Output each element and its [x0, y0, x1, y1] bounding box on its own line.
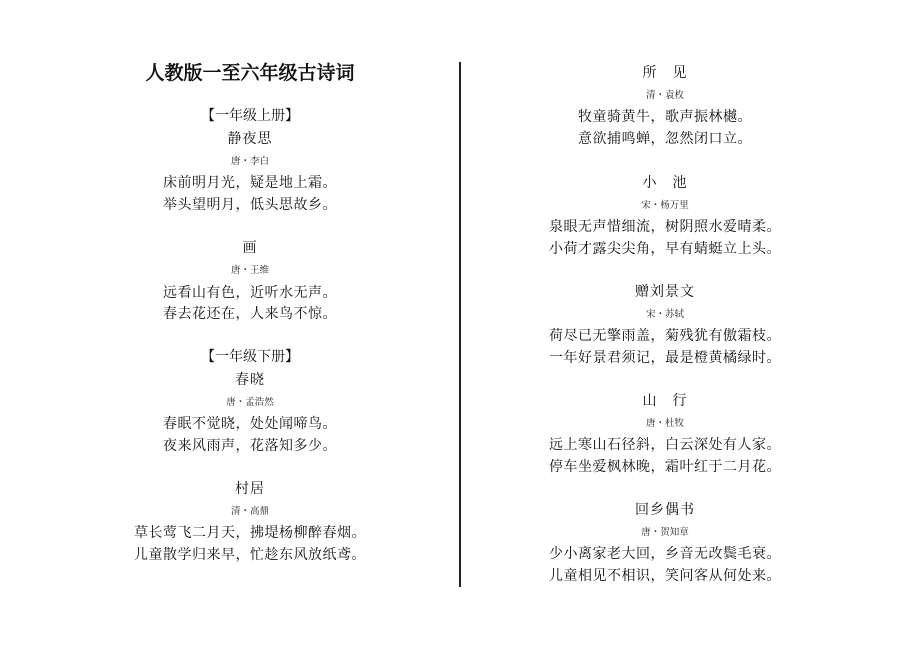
poem-title: 画	[242, 240, 258, 256]
poem-line: 荷尽已无擎雨盖，菊残犹有傲霜枝。	[549, 328, 781, 344]
poem-title: 所 见	[642, 65, 688, 81]
poem-line: 远看山有色，近听水无声。	[163, 285, 337, 301]
poem-line: 春去花还在，人来鸟不惊。	[163, 306, 337, 322]
poem-line: 一年好景君须记，最是橙黄橘绿时。	[549, 350, 781, 366]
section-heading: 【一年级上册】	[201, 108, 299, 124]
poem-line: 少小离家老大回，乡音无改鬓毛衰。	[549, 546, 781, 562]
poem-line: 远上寒山石径斜，白云深处有人家。	[549, 437, 781, 453]
poem-title: 赠刘景文	[635, 284, 695, 300]
poem-title: 回乡偶书	[635, 502, 695, 518]
poem-line: 小荷才露尖尖角，早有蜻蜓立上头。	[549, 241, 781, 257]
poem-line: 草长莺飞二月天，拂堤杨柳醉春烟。	[134, 525, 366, 541]
document-title: 人教版一至六年级古诗词	[145, 62, 355, 84]
section-heading: 【一年级下册】	[201, 349, 299, 365]
poem-line: 床前明月光，疑是地上霜。	[163, 175, 337, 191]
poem-author: 宋・杨万里	[641, 200, 689, 211]
poem-author: 宋・苏轼	[645, 309, 684, 320]
poem-line: 儿童相见不相识，笑问客从何处来。	[549, 568, 781, 584]
poem-title: 春晓	[235, 372, 265, 388]
poem-author: 唐・王维	[230, 265, 269, 276]
poem-author: 清・袁枚	[645, 90, 684, 101]
poem-title: 静夜思	[227, 131, 273, 147]
poem-line: 牧童骑黄牛，歌声振林樾。	[578, 109, 752, 125]
poem-title: 山 行	[642, 393, 688, 409]
poem-line: 意欲捕鸣蝉，忽然闭口立。	[578, 131, 752, 147]
poem-title: 村居	[235, 481, 265, 497]
poem-line: 泉眼无声惜细流，树阴照水爱晴柔。	[549, 219, 781, 235]
poem-line: 举头望明月，低头思故乡。	[163, 197, 337, 213]
poem-author: 唐・杜牧	[645, 418, 684, 429]
column-divider	[459, 62, 461, 587]
poem-author: 唐・贺知章	[641, 527, 689, 538]
poem-author: 唐・孟浩然	[226, 397, 274, 408]
poem-title: 小 池	[642, 175, 688, 191]
poem-author: 唐・李白	[230, 156, 269, 167]
poem-line: 春眠不觉晓，处处闻啼鸟。	[163, 416, 337, 432]
poem-line: 停车坐爱枫林晚，霜叶红于二月花。	[549, 459, 781, 475]
poem-author: 清・高鼎	[230, 506, 269, 517]
poem-line: 夜来风雨声，花落知多少。	[163, 438, 337, 454]
poem-line: 儿童散学归来早，忙趁东风放纸鸢。	[134, 547, 366, 563]
